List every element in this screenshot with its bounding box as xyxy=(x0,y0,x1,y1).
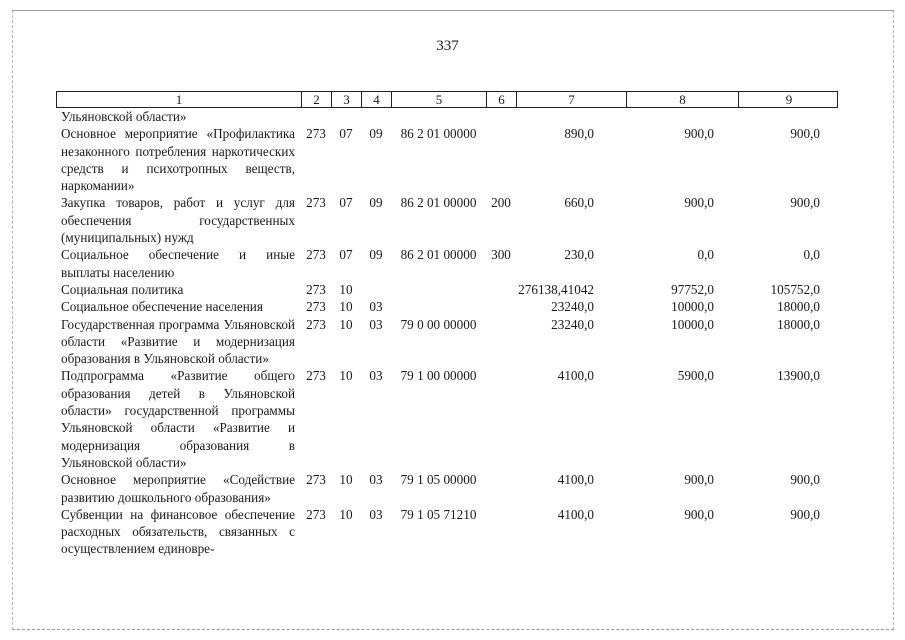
row-name: Основное мероприятие «Содействие развитию дошкольного образования» xyxy=(61,472,295,505)
cell-type xyxy=(486,506,516,558)
cell-target xyxy=(391,108,486,125)
cell-code: 273 xyxy=(306,316,326,332)
cell-code: 273 xyxy=(306,126,326,142)
row-name: Закупка товаров, работ и услуг для обеспечения государственных (муниципальных) нужд xyxy=(61,195,295,246)
cell-subsection: 03 xyxy=(369,472,383,488)
cell-section: 07 xyxy=(339,126,353,142)
column-header: 3 xyxy=(332,92,362,107)
row-name: Субвенции на финансовое обеспечение расходных обязательств, связанных с осуществлением единовре- xyxy=(61,506,295,557)
cell-subsection: 03 xyxy=(369,299,383,315)
row-name: Социальная политика xyxy=(61,281,184,297)
cell-amount-7 xyxy=(516,108,626,125)
column-header: 2 xyxy=(302,92,332,107)
cell-type xyxy=(486,316,516,368)
cell-amount-9: 18000,0 xyxy=(777,316,820,332)
cell-subsection xyxy=(361,108,391,125)
cell-code xyxy=(301,108,331,125)
table-row xyxy=(56,125,838,194)
cell-target: 79 1 05 71210 xyxy=(400,506,477,522)
column-header: 5 xyxy=(392,92,487,107)
cell-amount-9: 13900,0 xyxy=(777,368,820,384)
table-body xyxy=(56,108,838,558)
cell-amount-8 xyxy=(626,108,738,125)
column-header: 7 xyxy=(517,92,627,107)
cell-code: 273 xyxy=(306,472,326,488)
cell-section: 07 xyxy=(339,195,353,211)
cell-type xyxy=(486,108,516,125)
cell-section: 07 xyxy=(339,247,353,263)
cell-section: 10 xyxy=(339,506,353,522)
row-name: Социальное обеспечение и иные выплаты населению xyxy=(61,247,295,280)
cell-amount-8: 10000,0 xyxy=(671,316,714,332)
cell-section: 10 xyxy=(339,316,353,332)
cell-amount-9: 0,0 xyxy=(803,247,820,263)
cell-amount-7: 660,0 xyxy=(564,195,594,211)
cell-target xyxy=(391,281,486,298)
table-row xyxy=(56,367,838,471)
row-name: Подпрограмма «Развитие общего образования детей в Ульяновской области» государственной программы Ульяновской области «Развитие и модернизация образования в Ульяновской области» xyxy=(61,368,295,470)
cell-code: 273 xyxy=(306,247,326,263)
cell-section: 10 xyxy=(339,472,353,488)
cell-amount-9 xyxy=(738,108,838,125)
row-name: Социальное обеспечение населения xyxy=(61,299,263,315)
cell-amount-7: 276138,41042 xyxy=(518,281,594,297)
cell-target: 79 1 05 00000 xyxy=(400,472,477,488)
cell-amount-9: 900,0 xyxy=(790,195,820,211)
cell-subsection: 03 xyxy=(369,316,383,332)
cell-amount-9: 105752,0 xyxy=(770,281,820,297)
cell-type xyxy=(486,367,516,471)
cell-type xyxy=(486,471,516,506)
table-row xyxy=(56,316,838,368)
cell-amount-7: 230,0 xyxy=(564,247,594,263)
cell-subsection xyxy=(361,281,391,298)
cell-type: 300 xyxy=(491,247,511,263)
table-row xyxy=(56,246,838,281)
table-row xyxy=(56,471,838,506)
cell-code: 273 xyxy=(306,368,326,384)
cell-amount-8: 0,0 xyxy=(697,247,714,263)
column-header: 4 xyxy=(362,92,392,107)
row-name: Ульяновской области» xyxy=(61,109,187,124)
cell-amount-8: 900,0 xyxy=(684,195,714,211)
cell-target: 79 1 00 00000 xyxy=(400,368,477,384)
cell-section: 10 xyxy=(339,299,353,315)
row-name: Государственная программа Ульяновской области «Развитие и модернизация образования в Ульяновской области» xyxy=(61,316,295,367)
cell-amount-9: 18000,0 xyxy=(777,299,820,315)
cell-amount-8: 900,0 xyxy=(684,506,714,522)
table-row xyxy=(56,506,838,558)
table-row xyxy=(56,281,838,298)
cell-section: 10 xyxy=(339,368,353,384)
cell-amount-9: 900,0 xyxy=(790,472,820,488)
cell-target: 79 0 00 00000 xyxy=(400,316,477,332)
page-number: 337 xyxy=(436,38,459,54)
cell-amount-7: 4100,0 xyxy=(557,368,594,384)
table-row xyxy=(56,194,838,246)
column-header: 9 xyxy=(785,92,793,107)
cell-target: 86 2 01 00000 xyxy=(400,247,477,263)
cell-code: 273 xyxy=(306,281,326,297)
cell-type: 200 xyxy=(491,195,511,211)
cell-subsection: 09 xyxy=(369,247,383,263)
cell-amount-7: 4100,0 xyxy=(557,472,594,488)
cell-subsection: 03 xyxy=(369,506,383,522)
table-row xyxy=(56,298,838,315)
cell-code: 273 xyxy=(306,299,326,315)
cell-amount-8: 10000,0 xyxy=(671,299,714,315)
cell-target: 86 2 01 00000 xyxy=(400,195,477,211)
column-header: 6 xyxy=(487,92,517,107)
cell-type xyxy=(486,298,516,315)
cell-amount-7: 23240,0 xyxy=(551,316,594,332)
cell-code: 273 xyxy=(306,506,326,522)
cell-amount-7: 23240,0 xyxy=(551,299,594,315)
cell-amount-8: 900,0 xyxy=(684,126,714,142)
table-row xyxy=(56,108,838,125)
cell-amount-7: 890,0 xyxy=(564,126,594,142)
cell-type xyxy=(486,281,516,298)
cell-subsection: 09 xyxy=(369,126,383,142)
cell-amount-9: 900,0 xyxy=(790,506,820,522)
cell-subsection: 09 xyxy=(369,195,383,211)
cell-target xyxy=(391,298,486,315)
column-header-row xyxy=(56,91,838,108)
cell-amount-8: 5900,0 xyxy=(677,368,714,384)
cell-section: 10 xyxy=(339,281,353,297)
cell-amount-8: 97752,0 xyxy=(671,281,714,297)
cell-type xyxy=(486,125,516,194)
column-header: 8 xyxy=(627,92,739,107)
cell-amount-8: 900,0 xyxy=(684,472,714,488)
cell-subsection: 03 xyxy=(369,368,383,384)
cell-section xyxy=(331,108,361,125)
cell-code: 273 xyxy=(306,195,326,211)
column-header: 1 xyxy=(57,92,302,107)
cell-target: 86 2 01 00000 xyxy=(400,126,477,142)
cell-amount-7: 4100,0 xyxy=(557,506,594,522)
row-name: Основное мероприятие «Профилактика незаконного потребления наркотических средств и психотропных веществ, наркомании» xyxy=(61,126,295,194)
cell-amount-9: 900,0 xyxy=(790,126,820,142)
